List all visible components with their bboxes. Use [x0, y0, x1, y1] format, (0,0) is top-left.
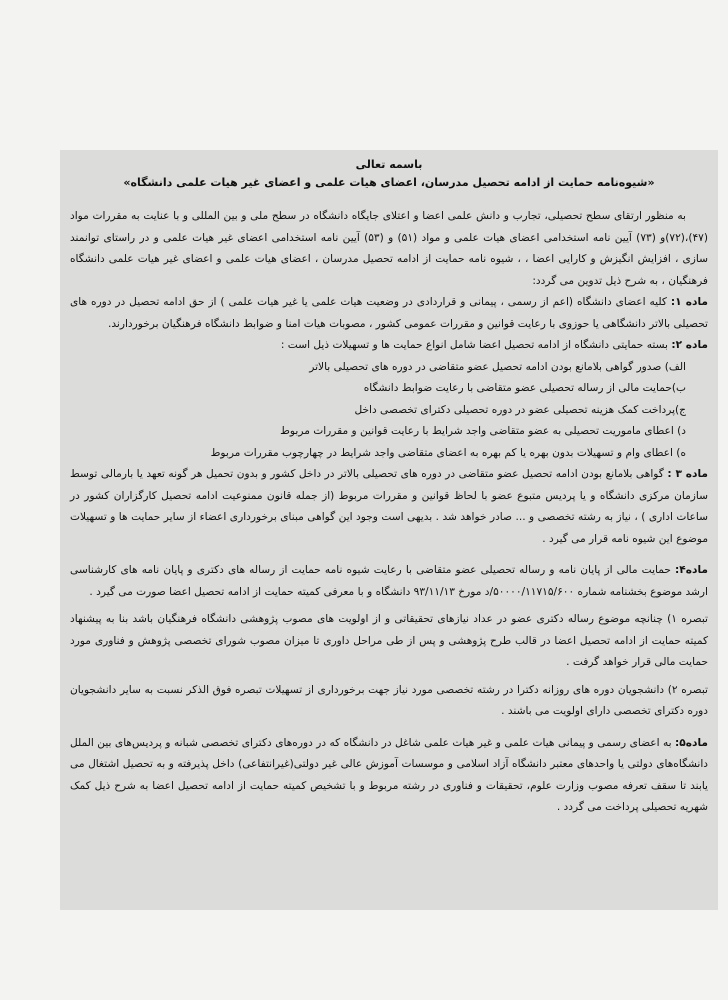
article-1-text: کلیه اعضای دانشگاه (اعم از رسمی ، پیمانی و قراردادی در وضعیت هیات علمی یا غیر هیات علمی ) از حق ادامه تحصیل در دوره های تحصیلی بالاتر دانشگاهی یا حوزوی با رعایت قوانین و مقررات عمومی کشور ، مصوبات هیات امنا و ضوابط دانشگاه فرهنگیان برخوردارند.	[70, 296, 708, 330]
document-header	[70, 156, 708, 192]
article-3	[70, 464, 708, 550]
article-1-label: ماده ۱:	[670, 296, 708, 308]
article-5	[70, 733, 708, 819]
note-1: تبصره ۱) چنانچه موضوع رساله دکتری عضو در عداد نیازهای تحقیقاتی و از اولویت های مصوب پژوهشی دانشگاه فرهنگیان باشد بنا به پیشنهاد کمیته حمایت از ادامه تحصیل اعضا در قالب طرح پژوهشی و پس از طی مراحل داوری تا میزان مصوب شورای تخصصی پژوهش و فناوری مورد حمایت مالی قرار خواهد گرفت .	[70, 613, 708, 668]
article-2	[70, 335, 708, 357]
document-body	[60, 150, 718, 910]
article-2-item-alef: الف) صدور گواهی بلامانع بودن ادامه تحصیل عضو متقاضی در دوره های تحصیلی بالاتر	[309, 360, 686, 373]
article-4-text: حمایت مالی از پایان نامه و رساله تحصیلی عضو متقاضی با رعایت شیوه نامه حمایت از رساله های دکتری و پایان نامه های کارشناسی ارشد موضوع بخشنامه شماره ۵۰۰۰۰/۱۱۷۱۵/۶۰۰/د مورخ ۹۳/۱۱/۱۳ دانشگاه و با معرفی کمیته حمایت از ادامه تحصیل اعضا صورت می گیرد .	[70, 564, 708, 598]
basmala: باسمه تعالی	[355, 158, 423, 171]
article-3-text: گواهی بلامانع بودن ادامه تحصیل عضو متقاضی در دوره های تحصیلی بالاتر در داخل کشور و بدون تحمیل هر گونه تعهد یا بارمالی توسط سازمان مرکزی دانشگاه و یا پردیس متبوع عضو با لحاظ قوانین و مقررات مربوط (از جمله قانون ممنوعیت ادامه تحصیل کارگزاران کشور در ساعات اداری ) ، نیاز به رشته تخصصی و ... صادر خواهد شد . بدیهی است وجود این گواهی مبنای برخورداری اعضاء از سایر حمایت ها و تسهیلات موضوع این شیوه نامه قرار می گیرد .	[70, 468, 708, 545]
article-2-item-he: ه) اعطای وام و تسهیلات بدون بهره یا کم بهره به اعضای متقاضی واجد شرایط در چهارچوب مقررات مربوط	[210, 446, 686, 459]
article-1	[70, 292, 708, 335]
article-2-item-jim: ج)پرداخت کمک هزینه تحصیلی عضو در دوره تحصیلی دکترای تخصصی داخل	[354, 403, 686, 416]
article-5-label: ماده۵:	[675, 736, 708, 749]
article-3-label: ماده ۳ :	[667, 468, 708, 480]
note-2: تبصره ۲) دانشجویان دوره های روزانه دکترا در رشته تخصصی مورد نیاز جهت برخورداری از تسهیلات تبصره فوق الذکر نسبت به سایر دانشجویان دوره دکترای تخصصی دارای اولویت می باشند .	[70, 683, 708, 717]
article-4-label: ماده۴:	[675, 564, 708, 576]
article-2-item-dal: د) اعطای ماموریت تحصیلی به عضو متقاضی واجد شرایط با رعایت قوانین و مقررات مربوط	[280, 425, 686, 437]
article-2-label: ماده ۲:	[671, 339, 708, 351]
article-5-text: به اعضای رسمی و پیمانی هیات علمی و غیر هیات علمی شاغل در دانشگاه که در دوره‌های دکترای تخصصی شبانه و پردیس‌های بین الملل دانشگاه‌های دولتی یا واحدهای معتبر دانشگاه آزاد اسلامی و موسسات آموزش عالی غیر دولتی(غیرانتفاعی) داخل پذیرفته و به تحصیل اشتغال می یابند تا سقف تعرفه مصوب وزارت علوم، تحقیقات و فناوری در رشته مربوط و با تشخیص کمیته حمایت از ادامه تحصیل اعضا به شرح ذیل کمک شهریه تحصیلی پرداخت می گردد .	[70, 736, 708, 813]
article-2-item-be: ب)حمایت مالی از رساله تحصیلی عضو متقاضی با رعایت ضوابط دانشگاه	[363, 382, 686, 394]
article-2-text: بسته حمایتی دانشگاه از ادامه تحصیل اعضا شامل انواع حمایت ها و تسهیلات ذیل است :	[280, 339, 668, 351]
article-4	[70, 560, 708, 603]
document-title: «شیوه‌نامه حمایت از ادامه تحصیل مدرسان، اعضای هیات علمی و اعضای غیر هیات علمی دانشگاه»	[123, 176, 655, 189]
intro-paragraph: به منظور ارتقای سطح تحصیلی، تجارب و دانش علمی اعضا و اعتلای جایگاه دانشگاه در سطح ملی و بین المللی و با عنایت به مقررات مواد (۴۷)،(۷۲)و (۷۳) آیین نامه استخدامی اعضای هیات علمی و مواد (۵۱) و (۵۳) آیین نامه استخدامی اعضای غیر هیات علمی و در راستای توانمند سازی ، افزایش انگیزش و کارایی اعضا ، ، شیوه نامه حمایت از ادامه تحصیل مدرسان ، اعضای هیات علمی و اعضای غیر هیات علمی دانشگاه فرهنگیان ، به شرح ذیل تدوین می گردد:	[70, 210, 709, 287]
